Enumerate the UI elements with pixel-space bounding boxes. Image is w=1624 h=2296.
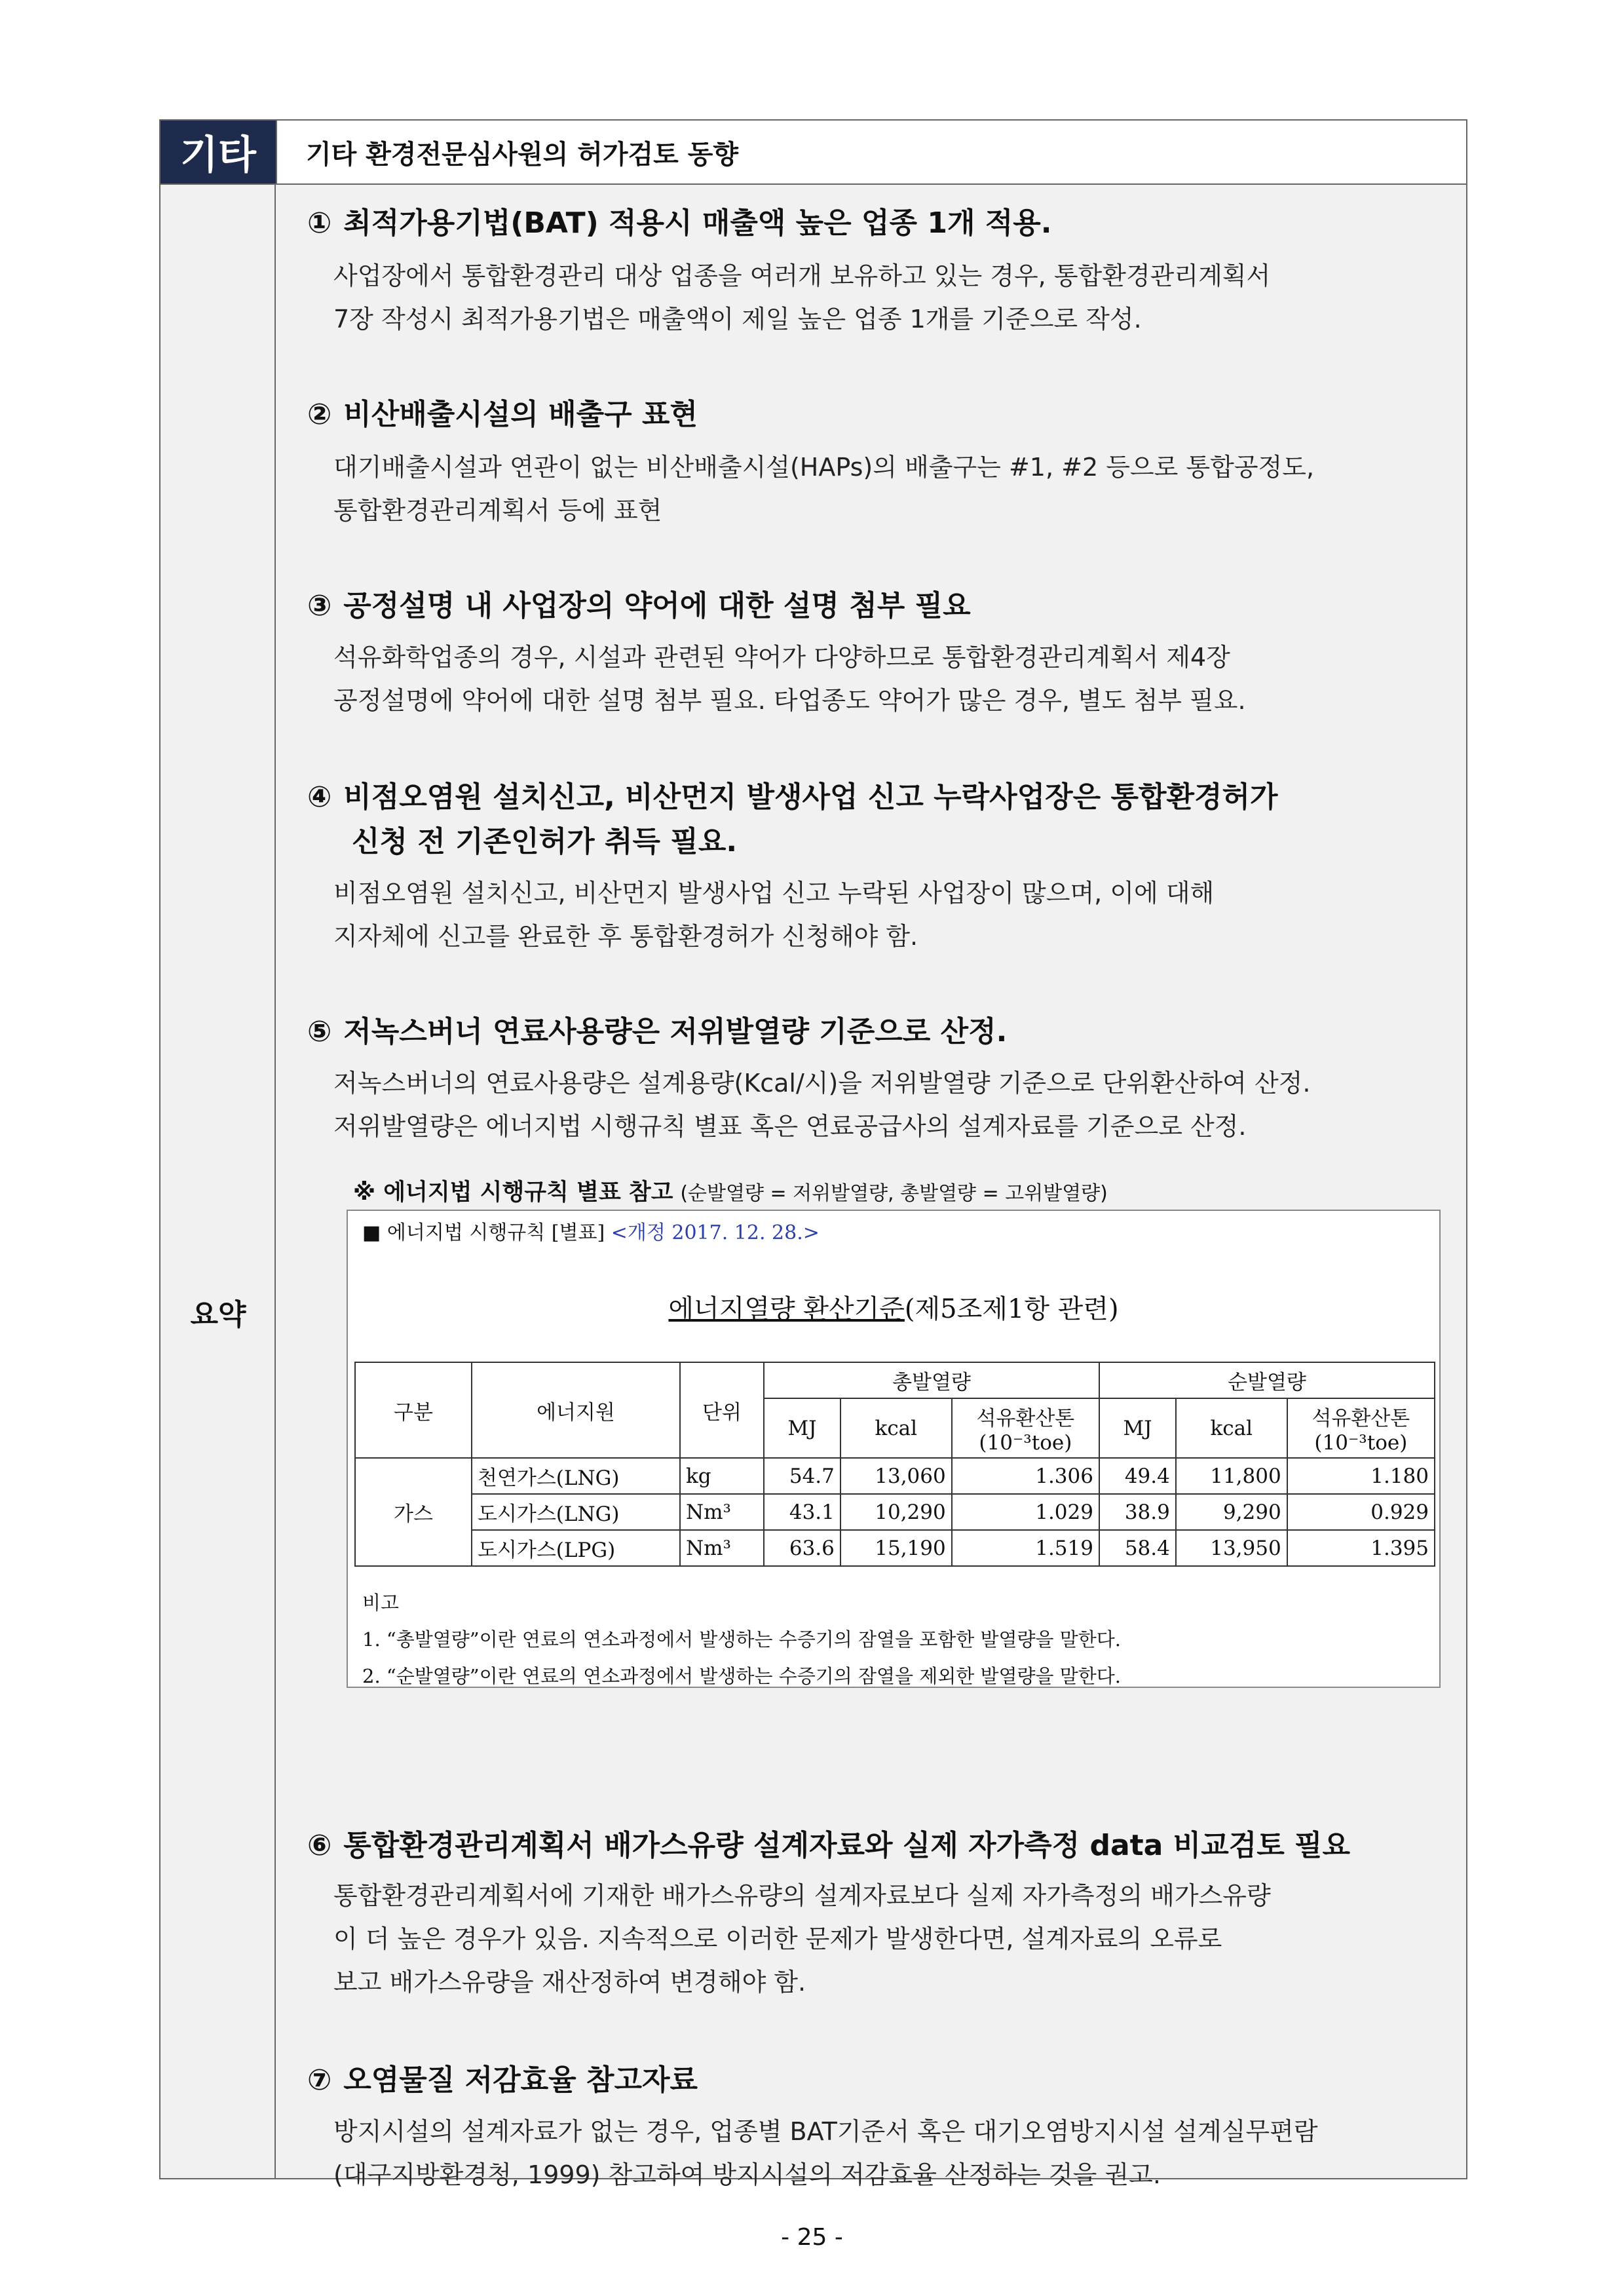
th-gross: 총발열량 xyxy=(764,1362,1099,1398)
item-3-title: ③ 공정설명 내 사업장의 약어에 대한 설명 첨부 필요 xyxy=(307,589,971,622)
item-4-title-line2: 신청 전 기존인허가 취득 필요. xyxy=(352,825,738,858)
summary-label: 요약 xyxy=(190,1298,246,1331)
section-title: 기타 환경전문심사원의 허가검토 동향 xyxy=(276,121,1466,183)
th-net-toe: 석유환산톤 (10⁻³toe) xyxy=(1287,1398,1435,1458)
energy-table xyxy=(354,1362,1435,1567)
th-net-mj: MJ xyxy=(1099,1398,1176,1458)
th-gross-toe: 석유환산톤 (10⁻³toe) xyxy=(952,1398,1099,1458)
scan-remarks: 비고 1. “총발열량”이란 연료의 연소과정에서 발생하는 수증기의 잠열을 포함한 발열량을 말한다. 2. “순발열량”이란 연료의 연소과정에서 발생하는 수증기의 잠열을 제외한 발열량을 말한다. xyxy=(362,1592,1122,1687)
item-5-title: ⑤ 저녹스버너 연료사용량은 저위발열량 기준으로 산정. xyxy=(307,1015,1008,1048)
item-1-body: 사업장에서 통합환경관리 대상 업종을 여러개 보유하고 있는 경우, 통합환경관리계획서 7장 작성시 최적가용기법은 매출액이 제일 높은 업종 1개를 기준으로 작성. xyxy=(333,261,1271,334)
energy-law-note: ※ 에너지법 시행규칙 별표 참고 (순발열량 = 저위발열량, 총발열량 = 고위발열량) xyxy=(353,1179,1108,1206)
th-net-kcal: kcal xyxy=(1176,1398,1287,1458)
section-tag: 기타 xyxy=(161,121,276,183)
th-source: 에너지원 xyxy=(472,1362,680,1458)
item-7-body: 방지시설의 설계자료가 없는 경우, 업종별 BAT기준서 혹은 대기오염방지시설 설계실무편람 (대구지방환경청, 1999) 참고하여 방지시설의 저감효율 산정하는 것을 권고. xyxy=(333,2117,1318,2189)
row-group-gas: 가스 xyxy=(355,1458,472,1566)
table-row: 도시가스(LPG) Nm³ 63.6 15,190 1.519 58.4 13,950 1.395 xyxy=(355,1530,1435,1566)
page-number: - 25 - xyxy=(781,2224,843,2251)
item-4-title: ④ 비점오염원 설치신고, 비산먼지 발생사업 신고 누락사업장은 통합환경허가 xyxy=(307,780,1278,814)
section-header xyxy=(161,121,1466,185)
item-4-body: 비점오염원 설치신고, 비산먼지 발생사업 신고 누락된 사업장이 많으며, 이에 대해 지자체에 신고를 완료한 후 통합환경허가 신청해야 함. xyxy=(333,879,1215,951)
left-column xyxy=(161,183,276,2178)
item-5-body: 저녹스버너의 연료사용량은 설계용량(Kcal/시)을 저위발열량 기준으로 단위환산하여 산정. 저위발열량은 에너지법 시행규칙 별표 혹은 연료공급사의 설계자료를 기준으로 산정. xyxy=(333,1069,1311,1141)
scan-header: ■ 에너지법 시행규칙 [별표] <개정 2017. 12. 28.> xyxy=(362,1221,820,1244)
summary-frame xyxy=(159,119,1467,2189)
energy-conversion-table-image xyxy=(347,1210,1441,1688)
th-gross-kcal: kcal xyxy=(840,1398,952,1458)
table-row: 도시가스(LNG) Nm³ 43.1 10,290 1.029 38.9 9,290 0.929 xyxy=(355,1494,1435,1530)
item-2-title: ② 비산배출시설의 배출구 표현 xyxy=(307,398,698,431)
scan-title: 에너지열량 환산기준(제5조제1항 관련) xyxy=(668,1294,1119,1324)
item-6-body: 통합환경관리계획서에 기재한 배가스유량의 설계자료보다 실제 자가측정의 배가스유량 이 더 높은 경우가 있음. 지속적으로 이러한 문제가 발생한다면, 설계자료의 오류로 보고 배가스유량을 재산정하여 변경해야 함. xyxy=(333,1881,1271,1997)
th-net: 순발열량 xyxy=(1099,1362,1435,1398)
th-unit: 단위 xyxy=(680,1362,764,1458)
table-row: 가스 천연가스(LNG) kg 54.7 13,060 1.306 49.4 11,800 1.180 xyxy=(355,1458,1435,1494)
item-1-title: ① 최적가용기법(BAT) 적용시 매출액 높은 업종 1개 적용. xyxy=(307,206,1052,240)
th-gubun: 구분 xyxy=(355,1362,472,1458)
item-3-body: 석유화학업종의 경우, 시설과 관련된 약어가 다양하므로 통합환경관리계획서 제4장 공정설명에 약어에 대한 설명 첨부 필요. 타업종도 약어가 많은 경우, 별도 첨부 필요. xyxy=(333,643,1246,715)
item-2-body: 대기배출시설과 연관이 없는 비산배출시설(HAPs)의 배출구는 #1, #2 등으로 통합공정도, 통합환경관리계획서 등에 표현 xyxy=(333,453,1315,525)
item-7-title: ⑦ 오염물질 저감효율 참고자료 xyxy=(307,2063,698,2097)
item-6-title: ⑥ 통합환경관리계획서 배가스유량 설계자료와 실제 자가측정 data 비교검토 필요 xyxy=(307,1829,1351,1862)
th-gross-mj: MJ xyxy=(764,1398,840,1458)
